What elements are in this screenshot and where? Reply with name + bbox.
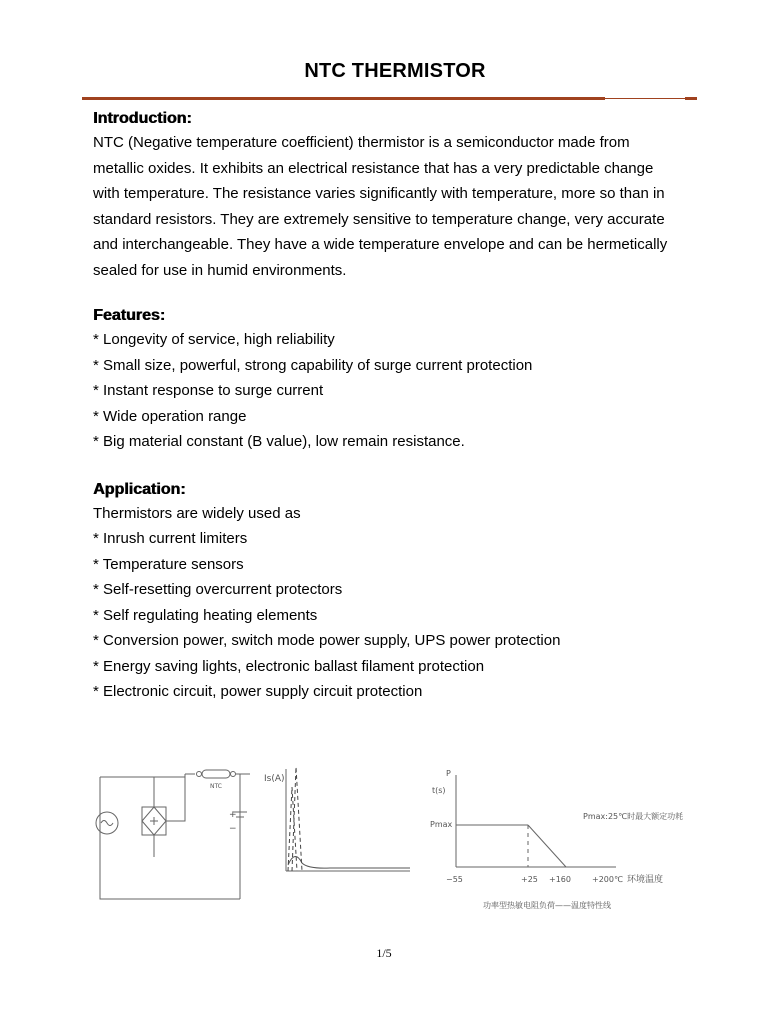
introduction-line: metallic oxides. It exhibits an electrical resistance that has a very predictable change <box>93 159 654 177</box>
x-tick: +25 <box>521 875 538 884</box>
application-intro: Thermistors are widely used as <box>93 504 301 522</box>
document-body <box>93 108 713 705</box>
page-title: NTC THERMISTOR <box>304 60 486 82</box>
ntc-thermistor-icon <box>202 770 230 778</box>
introduction-line: NTC (Negative temperature coefficient) thermistor is a semiconductor made from <box>93 134 630 151</box>
circuit-diagram <box>96 770 250 899</box>
title-rule-thin <box>605 98 685 99</box>
introduction-line: with temperature. The resistance varies significantly with temperature, more so than in <box>93 185 665 202</box>
title-rule <box>82 97 605 100</box>
svg-text:+: + <box>229 810 237 820</box>
current-plot <box>286 767 410 871</box>
introduction-line: sealed for use in humid environments. <box>93 261 347 279</box>
application-item: * Self-resetting overcurrent protectors <box>93 581 343 598</box>
title-rule-tail <box>685 97 697 100</box>
introduction-heading: Introduction: <box>93 110 192 127</box>
x-tick: +160 <box>549 875 571 884</box>
figures-drawing <box>90 757 710 917</box>
x-tick: +200℃ <box>592 875 623 884</box>
application-heading: Application: <box>93 480 186 498</box>
application-item: * Conversion power, switch mode power supply, UPS power protection <box>93 632 561 649</box>
derating-chart <box>456 775 616 867</box>
introduction-line: standard resistors. They are extremely sensitive to temperature change, very accurate <box>93 210 665 228</box>
application-item: * Inrush current limiters <box>93 530 248 547</box>
feature-item: * Longevity of service, high reliability <box>93 331 335 348</box>
features-heading: Features: <box>93 307 166 324</box>
application-item: * Temperature sensors <box>93 555 244 573</box>
figure-caption: 功率型热敏电阻负荷——温度特性线 <box>483 901 611 910</box>
time-axis-label: t(s) <box>432 786 446 795</box>
figures-area <box>90 757 710 917</box>
feature-item: * Big material constant (B value), low remain resistance. <box>93 433 465 450</box>
power-axis-label: P <box>446 769 451 778</box>
current-axis-label: Is(A) <box>264 774 285 784</box>
ntc-label: NTC <box>210 783 222 790</box>
x-tick: −55 <box>446 875 463 884</box>
application-item: * Energy saving lights, electronic ballast filament protection <box>93 657 485 675</box>
pmax-label: Pmax <box>430 820 453 829</box>
x-axis-label: 环境温度 <box>627 875 664 885</box>
introduction-line: and interchangeable. They have a wide temperature envelope and can be hermetically <box>93 236 668 253</box>
page-number: 1/5 <box>376 946 392 960</box>
svg-text:−: − <box>229 824 237 834</box>
application-item: * Self regulating heating elements <box>93 606 318 624</box>
pmax-note: Pmax:25℃时最大额定功耗 <box>583 812 684 821</box>
feature-item: * Wide operation range <box>93 407 247 425</box>
feature-item: * Instant response to surge current <box>93 382 324 399</box>
application-item: * Electronic circuit, power supply circuit protection <box>93 683 423 700</box>
feature-item: * Small size, powerful, strong capability of surge current protection <box>93 356 533 374</box>
